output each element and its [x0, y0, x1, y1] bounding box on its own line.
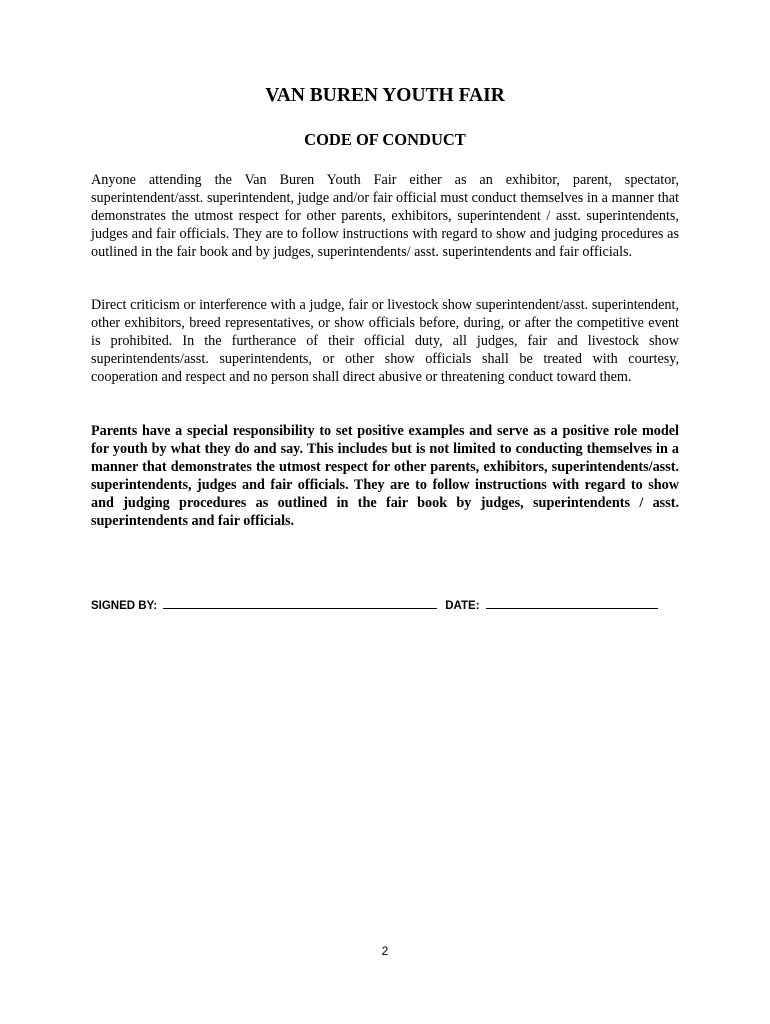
paragraph-criticism-prohibited: Direct criticism or interference with a judge, fair or livestock show superintendent/asst. superintendent, other exhibitors, breed representatives, or show officials before, during, or after the competitive event is prohibited. In the furtherance of their official duty, all judges, fair and livestock show superintendents/asst. superintendents, or other show officials shall be treated with courtesy, cooperation and respect and no person shall direct abusive or threatening conduct toward them.: [91, 297, 679, 385]
signature-blank-line[interactable]: [163, 596, 437, 609]
document-subtitle: CODE OF CONDUCT: [304, 130, 466, 149]
document-title: VAN BUREN YOUTH FAIR: [265, 85, 505, 106]
page-number: 2: [381, 944, 389, 958]
paragraph-parent-responsibility: Parents have a special responsibility to set positive examples and serve as a positive role model for youth by what they do and say. This includes but is not limited to conducting themselves in a manner that demonstrates the utmost respect for other parents, exhibitors, superintendents/asst. superintendents, judges and fair officials. They are to follow instructions with regard to show and judging procedures as outlined in the fair book by judges, superintendents / asst. superintendents and fair officials.: [91, 423, 679, 529]
signature-section: [91, 596, 691, 614]
date-blank-line[interactable]: [486, 596, 658, 609]
signed-by-label: SIGNED BY:: [91, 600, 158, 612]
date-label: DATE:: [445, 600, 480, 612]
paragraph-attendance-conduct: Anyone attending the Van Buren Youth Fair either as an exhibitor, parent, spectator, superintendent/asst. superintendent, judge and/or fair official must conduct themselves in a manner that demonstrates the utmost respect for other parents, exhibitors, superintendent / asst. superintendents, judges and fair officials. They are to follow instructions with regard to show and judging procedures as outlined in the fair book and by judges, superintendents/ asst. superintendents and fair officials.: [91, 172, 679, 260]
